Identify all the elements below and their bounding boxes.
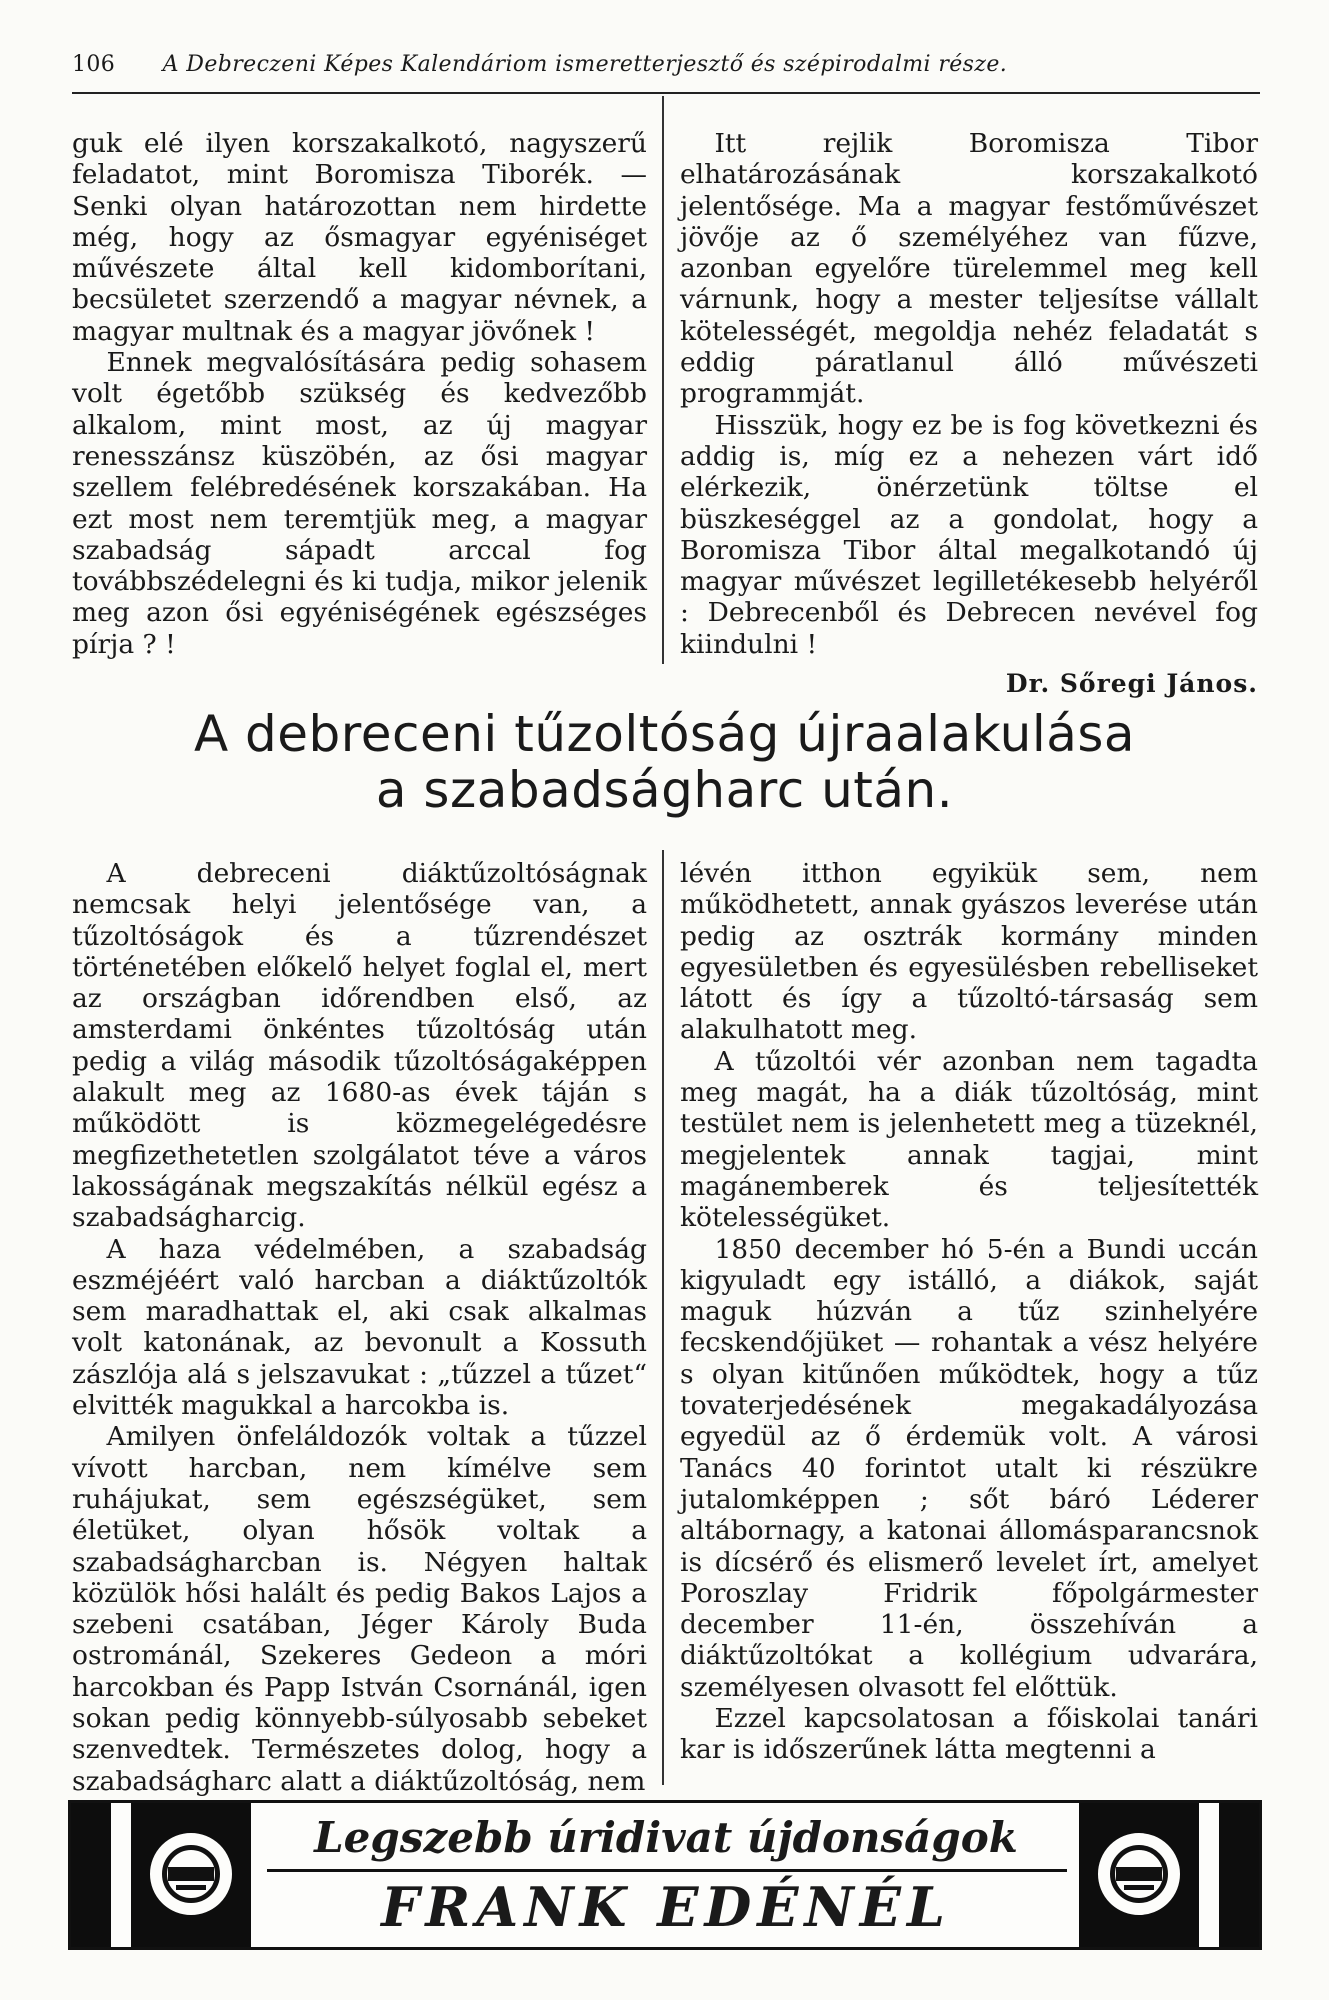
article-title xyxy=(0,706,1329,818)
paragraph: Amilyen önfeláldozók voltak a tűzzel vívott harcban, nem kímélve sem ruhájukat, sem egészségüket, sem életüket, olyan hősök voltak a szabadságharcban is. Négyen haltak közülök hősi halált és pedig Bakos Lajos a szebeni csatában, Jéger Károly Buda ostrománál, Szekeres Gedeon a móri harcokban és Papp István Csornánál, igen sokan pedig könnyebb-súlyosabb sebeket szenvedtek. Természetes dolog, hogy a szabadságharc alatt a diáktűzoltóság, nem xyxy=(72,1421,647,1797)
paragraph: A tűzoltói vér azonban nem tagadta meg magát, ha a diák tűzoltóság, mint testület nem is jelenhetett meg a tüzeknél, megjelentek annak tagjai, mint magánemberek és teljesítették kötelességüket. xyxy=(680,1045,1258,1234)
bottom-left-column xyxy=(72,858,647,1797)
ad-left-bar xyxy=(71,1803,111,1947)
ad-right-panel xyxy=(1079,1803,1199,1947)
ad-shop-name: FRANK EDÉNÉL xyxy=(381,1875,951,1939)
paragraph: A debreceni diáktűzoltóságnak nemcsak helyi jelentősége van, a tűzoltóságok és a tűzrendészet történetében előkelő helyet foglal el, mert az országban időrendben első, az amsterdami önkéntes tűzoltóság után pedig a világ második tűzoltóságaképpen alakult meg az 1680-as évek táján s működött is közmegelégedésre megfizethetetlen szolgálatot téve a város lakosságának megszakítás nélkül egész a szabadságharcig. xyxy=(72,858,647,1234)
paragraph: lévén itthon egyikük sem, nem működhetett, annak gyászos leverése után pedig az osztrák kormány minden egyesületben és egyesülésben rebelliseket látott és így a tűzoltó-társaság sem alakulhatott meg. xyxy=(680,858,1258,1046)
bottom-right-column xyxy=(680,858,1258,1766)
author-signature: Dr. Sőregi János. xyxy=(1005,669,1258,699)
hat-emblem-icon xyxy=(1098,1833,1180,1915)
running-header xyxy=(72,52,1252,77)
column-divider xyxy=(662,96,664,664)
top-right-column xyxy=(680,128,1258,699)
ad-tagline: Legszebb úridivat újdonságok xyxy=(314,1813,1018,1862)
paragraph: Ezzel kapcsolatosan a főiskolai tanári kar is időszerűnek látta megtenni a xyxy=(680,1703,1258,1766)
advertisement xyxy=(68,1800,1262,1950)
title-line-1: A debreceni tűzoltóság újraalakulása xyxy=(193,705,1136,763)
paragraph: Itt rejlik Boromisza Tibor elhatározásának korszakalkotó jelentősége. Ma a magyar festőművészet jövője az ő személyéhez van fűzve, azonban egyelőre türelemmel meg kell várnunk, hogy a mester teljesítse vállalt kötelességét, megoldja nehéz feladatát s eddig páratlanul álló művészeti programmját. xyxy=(680,128,1258,410)
column-divider xyxy=(662,850,664,1785)
ad-right-bar xyxy=(1219,1803,1259,1947)
ad-rule xyxy=(267,1869,1067,1872)
title-line-2: a szabadságharc után. xyxy=(375,761,954,819)
paragraph: Ennek megvalósítására pedig sohasem volt égetőbb szükség és kedvezőbb alkalom, mint most, az új magyar renesszánsz küszöbén, az ősi magyar szellem felébredésének korszakában. Ha ezt most nem teremtjük meg, a magyar szabadság sápadt arccal fog továbbszédelegni és ki tudja, mikor jelenik meg azon ősi egyéniségének egészséges pírja ? ! xyxy=(72,347,647,660)
top-left-column xyxy=(72,128,647,660)
paragraph: 1850 december hó 5-én a Bundi uccán kigyuladt egy istálló, a diákok, saját maguk húzván a tűz szinhelyére fecskendőjüket — rohantak a vész helyére s olyan kitűnően működtek, hogy a tűz tovaterjedésének megakadályozása egyedül az ő érdemük volt. A városi Tanács 40 forintot utalt ki részükre jutalomképpen ; sőt báró Léderer altábornagy, a katonai állomásparancsnok is dícsérő és elismerő levelet írt, amelyet Poroszlay Fridrik főpolgármester december 11-én, összehíván a diáktűzoltókat a kollégium udvarára, személyesen olvasott fel előttük. xyxy=(680,1233,1258,1703)
page-number: 106 xyxy=(72,52,116,77)
paragraph: guk elé ilyen korszakalkotó, nagyszerű feladatot, mint Boromisza Tiborék. — Senki olyan határozottan nem hirdette még, hogy az ősmagyar egyéniséget művészete által kell kidomborítani, becsületet szerzendő a magyar névnek, a magyar multnak és a magyar jövőnek ! xyxy=(72,128,647,347)
paragraph: A haza védelmében, a szabadság eszméjéért való harcban a diáktűzoltók sem maradhattak el, aki csak alkalmas volt katonának, az bevonult a Kossuth zászlója alá s jelszavukat : „tűzzel a tűzet“ elvitték magukkal a harcokba is. xyxy=(72,1233,647,1422)
paragraph: Hisszük, hogy ez be is fog következni és addig is, míg ez a nehezen várt idő elérkezik, önérzetünk töltse el büszkeséggel az a gondolat, hogy a Boromisza Tibor által megalkotandó új magyar művészet legilletékesebb helyéről : Debrecenből és Debrecen nevével fog kiindulni ! xyxy=(680,409,1258,660)
header-rule xyxy=(72,92,1260,94)
hat-emblem-icon xyxy=(150,1833,232,1915)
running-title: A Debreczeni Képes Kalendáriom ismeretterjesztő és szépirodalmi része. xyxy=(162,52,1008,77)
ad-left-panel xyxy=(131,1803,251,1947)
